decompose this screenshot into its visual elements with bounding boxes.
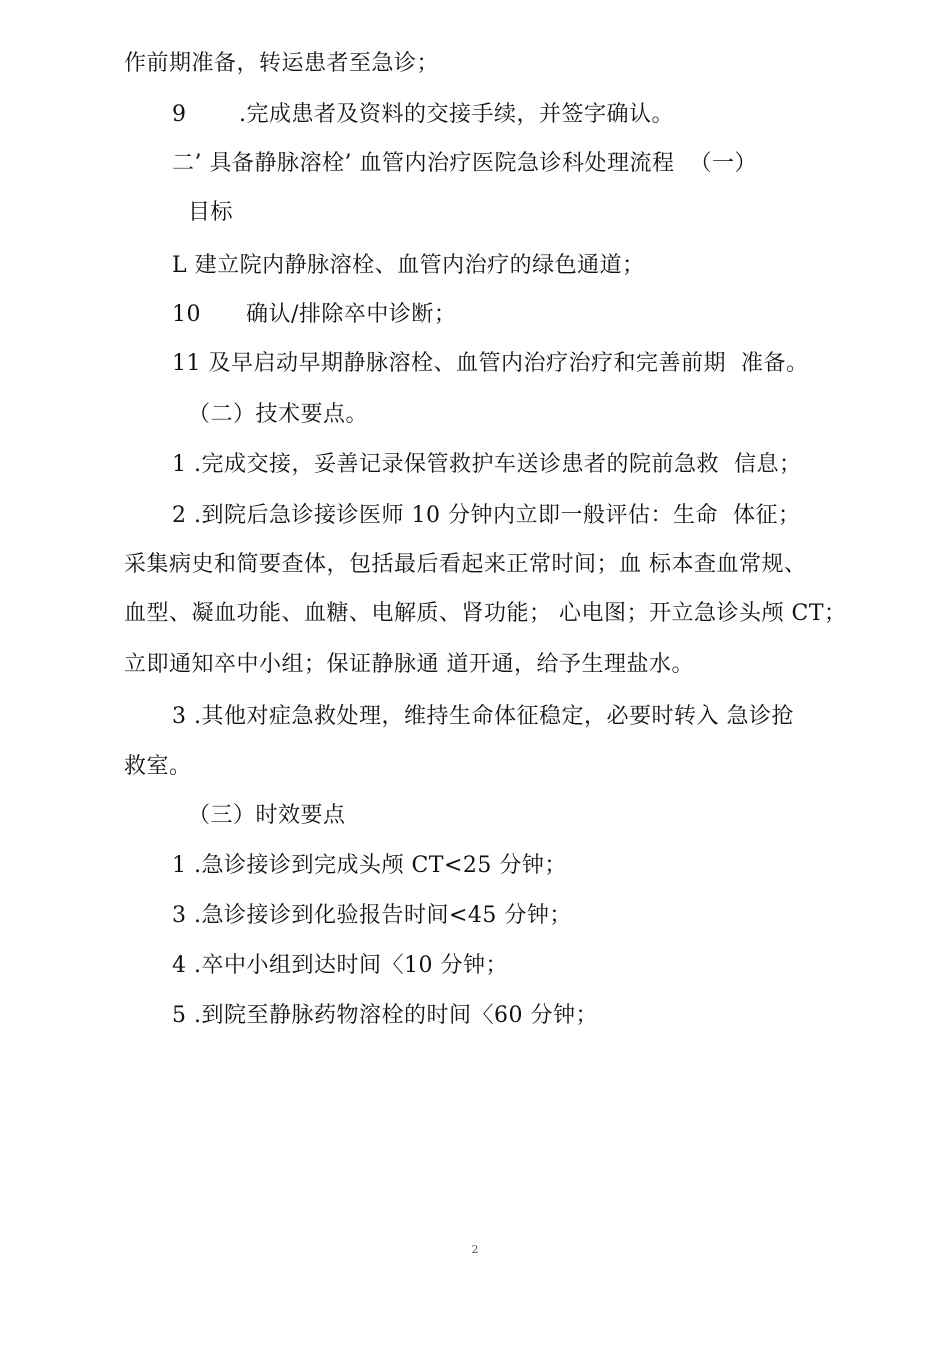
technique-item-1: 1 .完成交接，妥善记录保管救护车送诊患者的院前急救 信息；	[172, 452, 802, 477]
list-item-9: 9 .完成患者及资料的交接手续，并签字确认。	[172, 102, 674, 127]
technique-item-2: 2 .到院后急诊接诊医师 10 分钟内立即一般评估：生命 体征；	[172, 503, 801, 528]
timing-item-3: 3 .急诊接诊到化验报告时间<45 分钟；	[172, 903, 572, 928]
subsection-heading-technique: （二）技术要点。	[188, 402, 369, 427]
technique-item-3: 3 .其他对症急救处理，维持生命体征稳定，必要时转入 急诊抢	[172, 704, 794, 729]
timing-item-1: 1 .急诊接诊到完成头颅 CT<25 分钟；	[172, 853, 567, 878]
paragraph-line: 作前期准备，转运患者至急诊；	[124, 51, 440, 76]
timing-item-4: 4 .卒中小组到达时间〈10 分钟；	[172, 953, 508, 978]
goal-item-1: L 建立院内静脉溶栓、血管内治疗的绿色通道；	[172, 253, 645, 278]
section-heading-2: 二’ 具备静脉溶栓’ 血管内治疗医院急诊科处理流程 （一）	[172, 151, 757, 176]
paragraph-line: 立即通知卒中小组；保证静脉通 道开通，给予生理盐水。	[124, 652, 694, 677]
paragraph-line: 血型、凝血功能、血糖、电解质、肾功能； 心电图；开立急诊头颅 CT；	[124, 601, 847, 626]
subsection-heading-goal: 目标	[188, 200, 234, 225]
goal-item-10: 10 确认/排除卒中诊断；	[172, 302, 457, 327]
page-number: 2	[471, 1243, 479, 1256]
subsection-heading-timing: （三）时效要点	[188, 803, 346, 828]
goal-item-11: 11 及早启动早期静脉溶栓、血管内治疗治疗和完善前期 准备。	[172, 351, 809, 376]
paragraph-line: 采集病史和简要查体，包括最后看起来正常时间；血 标本查血常规、	[124, 552, 807, 577]
timing-item-5: 5 .到院至静脉药物溶栓的时间〈60 分钟；	[172, 1003, 598, 1028]
paragraph-line: 救室。	[124, 754, 192, 779]
